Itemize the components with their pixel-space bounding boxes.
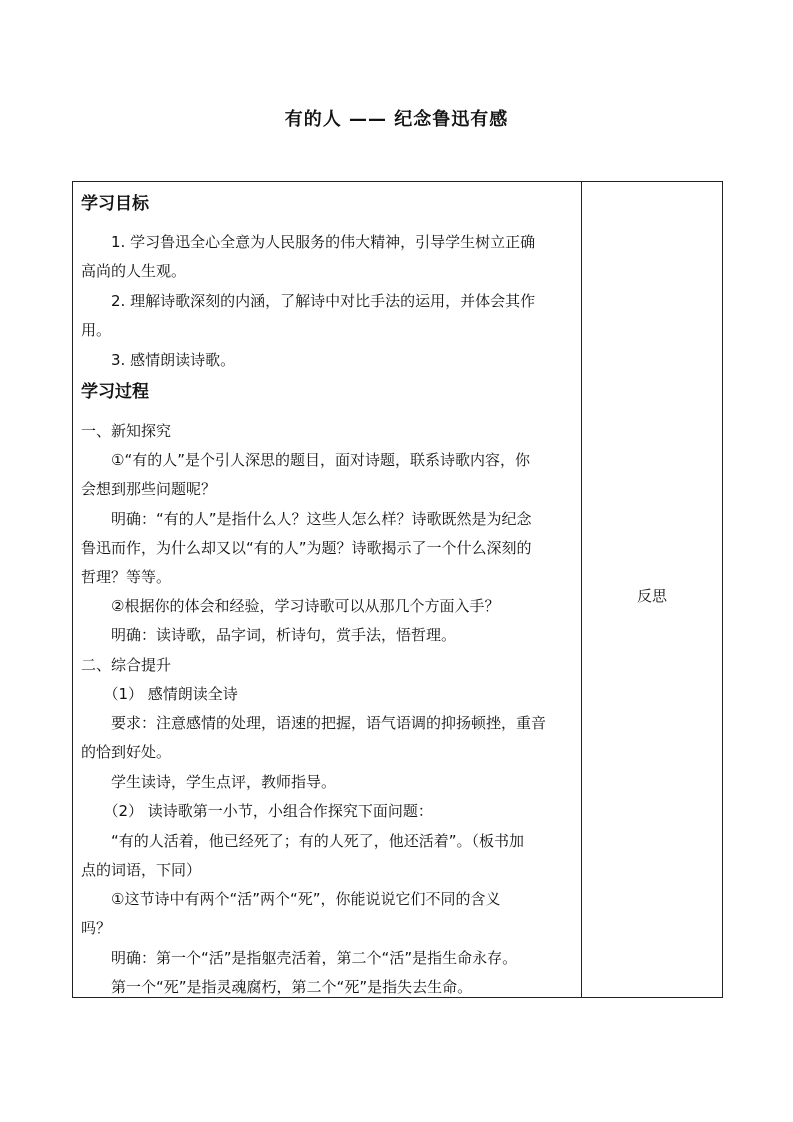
- text-line: 哲理？等等。: [81, 568, 172, 586]
- text-line: 1. 学习鲁迅全心全意为人民服务的伟大精神，引导学生树立正确: [81, 233, 536, 251]
- main-content-cell: [73, 182, 581, 997]
- text-line: 点的词语，下同）: [81, 861, 202, 879]
- text-line: 吗？: [81, 919, 112, 937]
- text-line: 明确：第一个“活”是指躯壳活着，第二个“活”是指生命永存。: [81, 949, 518, 967]
- text-line: 会想到那些问题呢？: [81, 480, 217, 498]
- reflection-cell: [582, 182, 722, 997]
- text-line: 第一个“死”是指灵魂腐朽，第二个“死”是指失去生命。: [81, 978, 473, 996]
- subheading-line: 二、综合提升: [81, 656, 172, 674]
- reflection-label: 反思: [636, 587, 667, 605]
- text-line: 2. 理解诗歌深刻的内涵，了解诗中对比手法的运用，并体会其作: [81, 292, 536, 310]
- text-line: 用。: [81, 321, 112, 339]
- text-line: （2） 读诗歌第一小节，小组合作探究下面问题：: [81, 802, 433, 820]
- text-line: ①这节诗中有两个“活”两个“死”，你能说说它们不同的含义: [81, 890, 501, 908]
- text-line: ②根据你的体会和经验，学习诗歌可以从那几个方面入手？: [81, 597, 500, 615]
- text-line: 鲁迅而作，为什么却又以“有的人”为题？诗歌揭示了一个什么深刻的: [81, 539, 532, 557]
- text-line: “有的人活着，他已经死了；有的人死了，他还活着”。（板书加: [81, 832, 525, 850]
- text-line: （1） 感情朗读全诗: [81, 685, 238, 703]
- text-line: 明确：读诗歌，品字词，析诗句，赏手法，悟哲理。: [81, 626, 457, 644]
- section-heading-process: 学习过程: [81, 382, 149, 402]
- text-line: 要求：注意感情的处理，语速的把握，语气语调的抑扬顿挫，重音: [81, 714, 547, 732]
- page-title: 有的人 —— 纪念鲁迅有感: [284, 109, 509, 130]
- lesson-table: [72, 181, 723, 998]
- text-line: 学生读诗，学生点评，教师指导。: [81, 773, 337, 791]
- text-line: ①“有的人”是个引人深思的题目，面对诗题，联系诗歌内容，你: [81, 451, 530, 469]
- text-line: 高尚的人生观。: [81, 262, 187, 280]
- text-line: 的恰到好处。: [81, 743, 172, 761]
- section-heading-goals: 学习目标: [81, 194, 149, 214]
- text-line: 明确：“有的人”是指什么人？这些人怎么样？诗歌既然是为纪念: [81, 510, 532, 528]
- text-line: 3. 感情朗读诗歌。: [81, 351, 236, 369]
- subheading-line: 一、新知探究: [81, 422, 172, 440]
